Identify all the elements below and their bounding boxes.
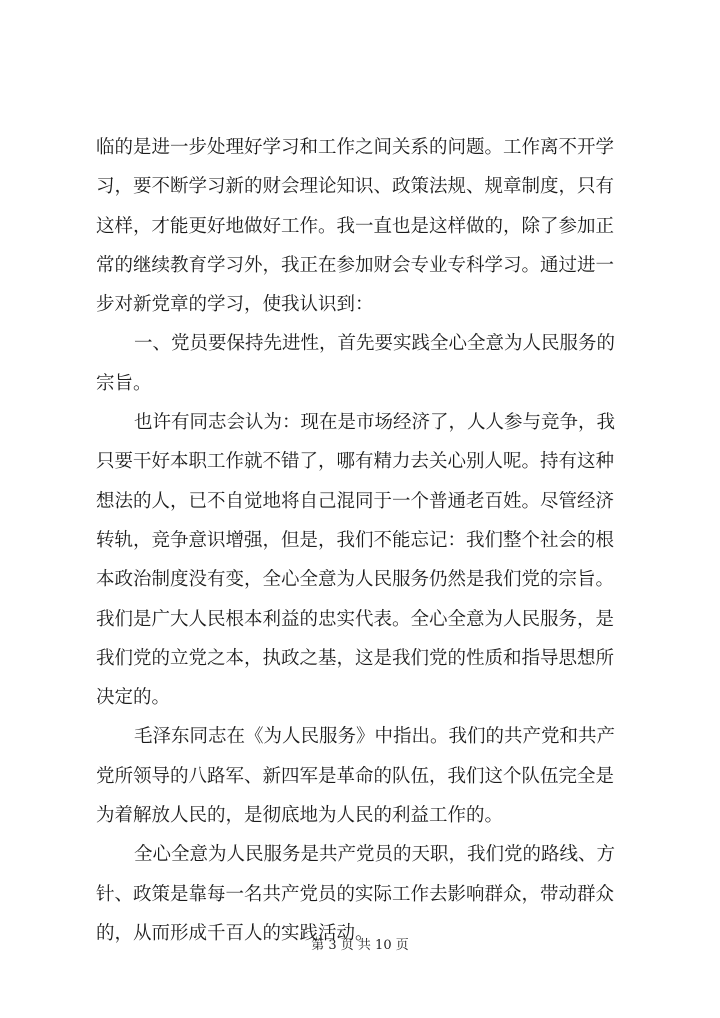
document-body: [96, 128, 644, 953]
text-line: 为着解放人民的，是彻底地为人民的利益工作的。: [96, 805, 504, 827]
text-line: 全心全意为人民服务是共产党员的天职，我们党的路线、方: [134, 844, 616, 866]
text-line: 只要干好本职工作就不错了，哪有精力去关心别人呢。持有这种: [96, 451, 615, 473]
text-line: 党所领导的八路军、新四军是革命的队伍，我们这个队伍完全是: [96, 765, 615, 787]
text-line: 一、党员要保持先进性，首先要实践全心全意为人民服务的: [134, 333, 616, 355]
text-line: 习，要不断学习新的财会理论知识、政策法规、规章制度，只有: [96, 176, 615, 198]
text-line: 毛泽东同志在《为人民服务》中指出。我们的共产党和共产: [134, 726, 616, 748]
text-line: 想法的人，已不自觉地将自己混同于一个普通老百姓。尽管经济: [96, 490, 615, 512]
page-footer: 第 3 页 共 10 页: [311, 938, 409, 953]
paragraph: [96, 324, 644, 403]
text-line: 针、政策是靠每一名共产党员的实际工作去影响群众，带动群众: [96, 883, 615, 905]
text-line: 的，从而形成千百人的实践活动。: [96, 922, 374, 944]
text-line: 步对新党章的学习，使我认识到：: [96, 294, 374, 316]
text-line: 这样，才能更好地做好工作。我一直也是这样做的，除了参加正: [96, 215, 615, 237]
paragraph: [96, 717, 644, 835]
text-line: 本政治制度没有变，全心全意为人民服务仍然是我们党的宗旨。: [96, 569, 615, 591]
text-line: 我们党的立党之本，执政之基，这是我们党的性质和指导思想所: [96, 647, 615, 669]
paragraph: [96, 403, 644, 717]
text-line: 决定的。: [96, 687, 171, 709]
text-line: 也许有同志会认为：现在是市场经济了，人人参与竞争，我: [134, 412, 616, 434]
text-line: 宗旨。: [96, 372, 152, 394]
text-line: 转轨，竞争意识增强，但是，我们不能忘记：我们整个社会的根: [96, 529, 615, 551]
paragraph: [96, 128, 644, 324]
text-line: 我们是广大人民根本利益的忠实代表。全心全意为人民服务，是: [96, 608, 615, 630]
text-line: 常的继续教育学习外，我正在参加财会专业专科学习。通过进一: [96, 254, 615, 276]
text-line: 临的是进一步处理好学习和工作之间关系的问题。工作离不开学: [96, 137, 615, 158]
